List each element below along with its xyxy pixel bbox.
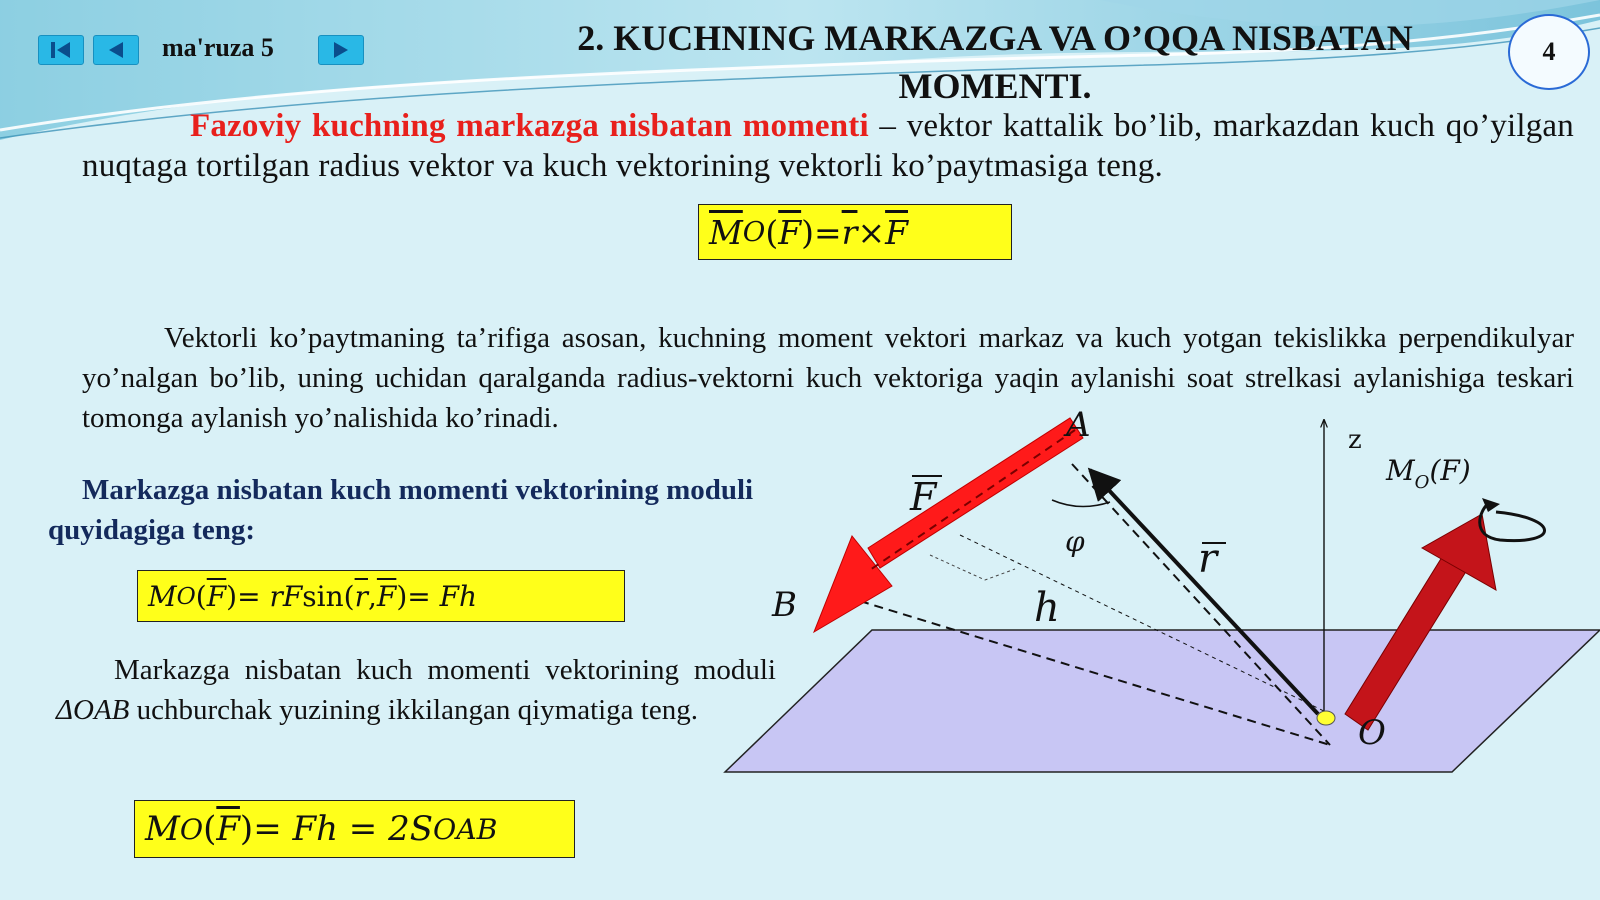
label-moment: $M_O(F)$: [1386, 454, 1471, 493]
base-plane: [725, 630, 1600, 772]
area-paragraph: Markazga nisbatan kuch momenti vektorining moduli ΔOAB uchburchak yuzining ikkilangan qiymatiga teng.: [56, 654, 776, 726]
label-r: r: [1198, 536, 1218, 582]
lecture-label: ma'ruza 5: [162, 33, 274, 62]
angle-arc-phi: [1052, 500, 1110, 507]
definition-highlight: Fazoviy kuchning markazga nisbatan momenti: [190, 108, 869, 144]
right-angle-mark: [930, 555, 1015, 580]
definition-text: – vektor kattalik bo’lib, markazdan kuch qo’yilgan nuqtaga tortilgan radius vektor va kuch vektorining vektorli ko’paytmasiga teng.: [82, 108, 1574, 184]
label-z: z: [1348, 425, 1362, 455]
slide-title: 2. KUCHNING MARKAZGA VA O’QQA NISBATAN MOMENTI.: [577, 18, 1413, 106]
formula-area: M O ( $\overline{F}$ ) = Fh = 2S OAB: [134, 800, 575, 858]
label-h: h: [1034, 585, 1060, 631]
label-O: O: [1358, 713, 1386, 753]
modulus-heading: Markazga nisbatan kuch momenti vektorining moduli quyidagiga teng:: [48, 474, 754, 546]
direction-paragraph: Vektorli ko’paytmaning ta’rifiga asosan, kuchning moment vektori markaz va kuch yotgan tekislikka perpendikulyar yo’nalgan bo’lib, uning uchidan qaralganda radius-vektorni kuch vektoriga yaqin aylanishi soat strelkasi aylanishiga teskari tomonga aylanish yo’nalishida ko’rinadi.: [82, 322, 1574, 434]
label-B: B: [772, 585, 797, 625]
point-O: [1317, 711, 1335, 725]
label-A: A: [1066, 405, 1091, 445]
formula-modulus: M O ( $\overline{F}$ ) = rF sin ( $\overline{r}$ , $\overline{F}$ ) = Fh: [137, 570, 625, 622]
page-number-badge: 4: [1508, 14, 1590, 90]
label-phi: φ: [1065, 525, 1085, 558]
label-F: F: [910, 475, 937, 519]
formula-cross-product: $\overline{M}$ O ( $\overline{F}$ ) = $\overline{r}$ × $\overline{F}$: [698, 204, 1012, 260]
